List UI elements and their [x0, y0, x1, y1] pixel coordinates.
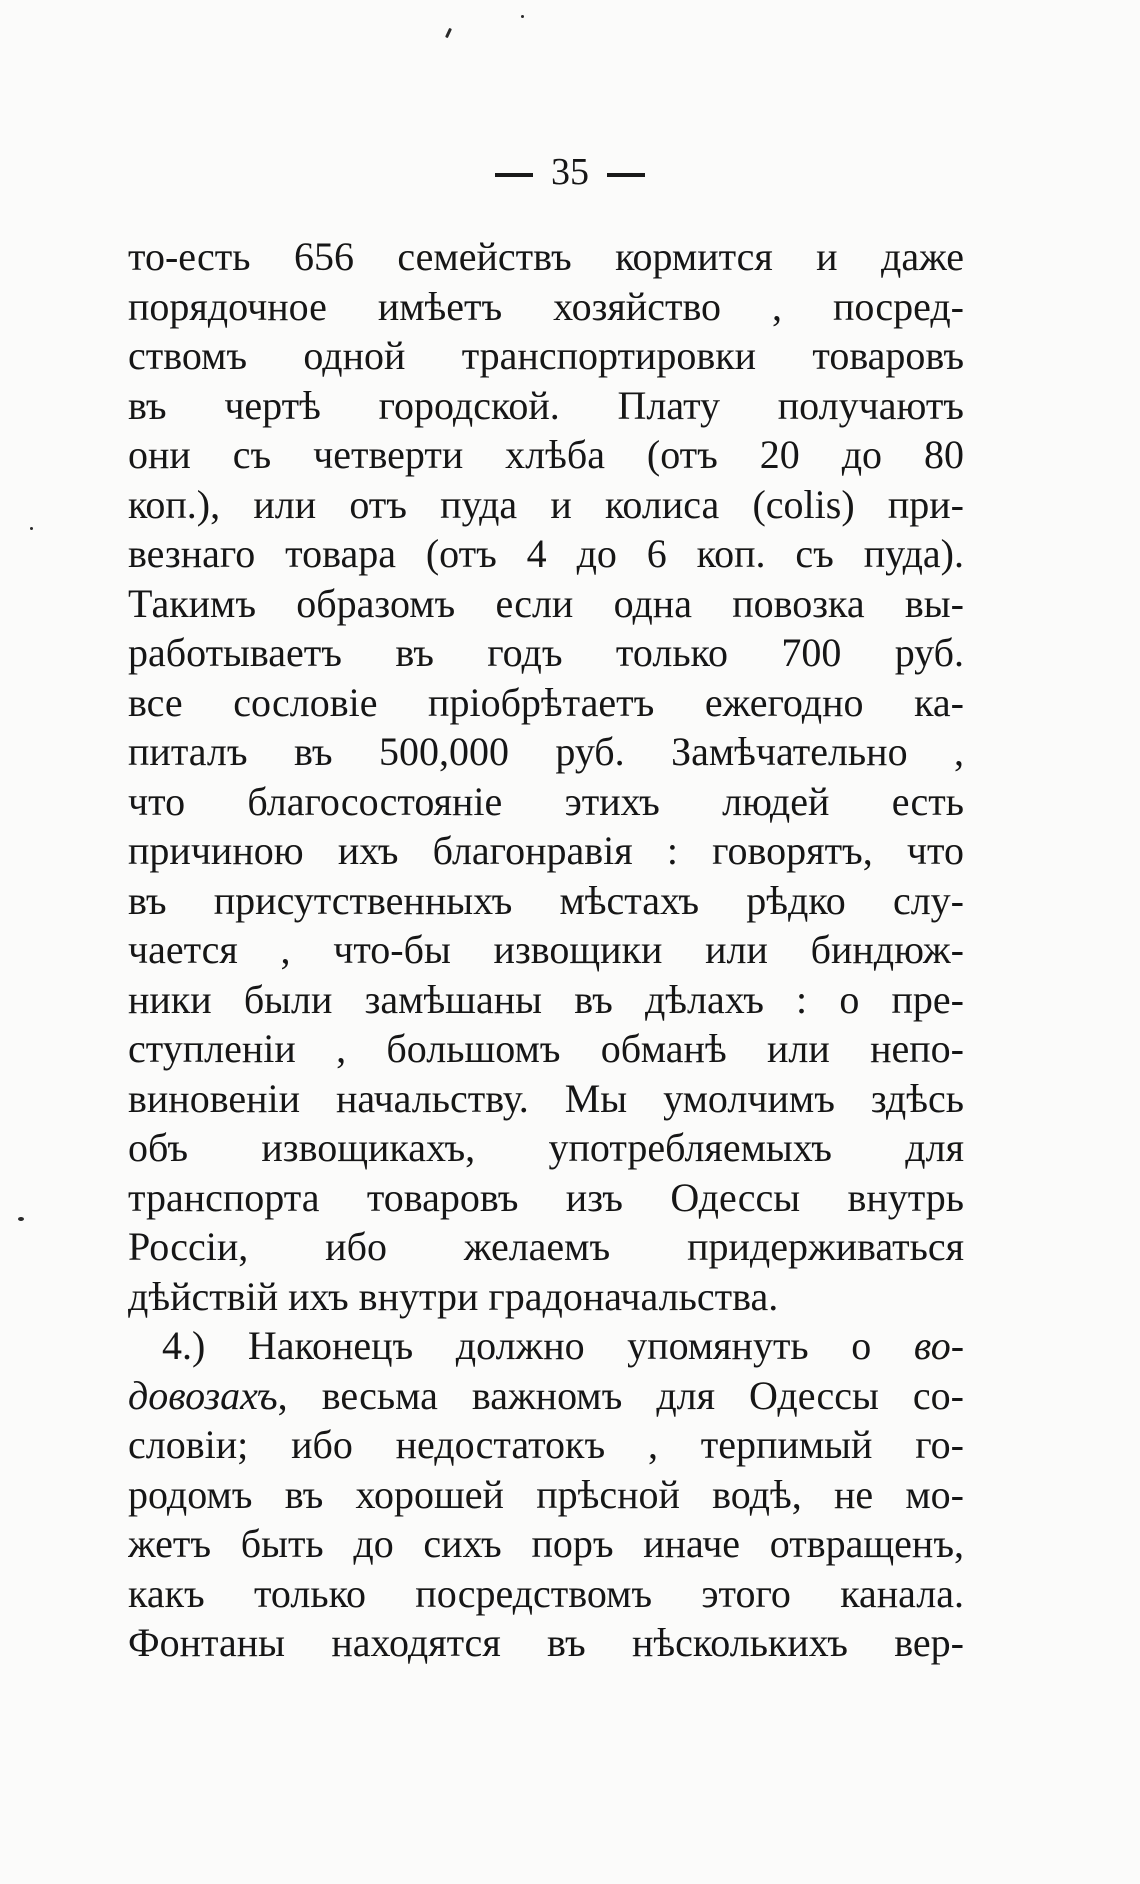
text-line: что благосостояніе этихъ людей есть	[128, 778, 964, 824]
text-line: работываетъ въ годъ только 700 руб.	[128, 630, 964, 675]
text-line: чается , что-бы извощики или биндюж-	[128, 927, 964, 972]
text-line: ники были замѣшаны въ дѣлахъ : о пре-	[128, 976, 964, 1022]
text-line-rest: , весьма важномъ для Одессы со-	[277, 1372, 964, 1418]
body-text	[128, 232, 964, 1668]
italic-term: довозахъ	[128, 1372, 278, 1418]
text-line: все сословіе пріобрѣтаетъ ежегодно ка-	[128, 679, 964, 725]
ink-speck	[521, 15, 524, 18]
text-line: виновеніи начальству. Мы умолчимъ здѣсь	[128, 1075, 964, 1121]
text-line: дѣйствій ихъ внутри градоначальства.	[128, 1273, 779, 1319]
text-line: везнаго товара (отъ 4 до 6 коп. съ пуда).	[128, 531, 964, 576]
text-line: Россіи, ибо желаемъ придерживаться	[128, 1224, 964, 1269]
text-line: въ чертѣ городской. Плату получаютъ	[128, 382, 964, 428]
header-dash-right	[607, 173, 645, 177]
text-line	[128, 1371, 964, 1421]
paragraph-start-line	[128, 1321, 964, 1371]
text-line: транспорта товаровъ изъ Одессы внутрь	[128, 1174, 964, 1220]
text-line: ствомъ одной транспортировки товаровъ	[128, 333, 964, 378]
italic-term: во-	[913, 1323, 964, 1368]
text-line: они съ четверти хлѣба (отъ 20 до 80	[128, 432, 964, 477]
text-line: жетъ быть до сихъ поръ иначе отвращенъ,	[128, 1521, 964, 1566]
text-line: въ присутственныхъ мѣстахъ рѣдко слу-	[128, 877, 964, 923]
text-line: ступленіи , большомъ обманѣ или непо-	[128, 1026, 964, 1071]
ink-speck	[445, 28, 452, 38]
text-line: объ извощикахъ, употребляемыхъ для	[128, 1125, 964, 1170]
text-line: словіи; ибо недостатокъ , терпимый го-	[128, 1422, 964, 1467]
page-number: 35	[551, 151, 589, 193]
text-line: порядочное имѣетъ хозяйство , посред-	[128, 283, 964, 329]
text-line: то-есть 656 семействъ кормится и даже	[128, 234, 964, 279]
text-line: какъ только посредствомъ этого канала.	[128, 1570, 964, 1616]
paragraph-start-text: 4.) Наконецъ должно упомянуть о	[162, 1323, 872, 1368]
header-dash-left	[495, 173, 533, 177]
text-line: Фонтаны находятся въ нѣсколькихъ вер-	[128, 1620, 964, 1665]
ink-speck	[18, 1217, 24, 1221]
text-line: родомъ въ хорошей прѣсной водѣ, не мо-	[128, 1471, 964, 1517]
ink-speck	[30, 527, 33, 530]
text-line: причиною ихъ благонравія : говорятъ, что	[128, 828, 964, 873]
page-header	[0, 150, 1140, 194]
text-line: Такимъ образомъ если одна повозка вы-	[128, 580, 964, 626]
text-line: питалъ въ 500,000 руб. Замѣчательно ,	[128, 729, 964, 774]
text-line: коп.), или отъ пуда и колиса (colis) при-	[128, 481, 964, 527]
